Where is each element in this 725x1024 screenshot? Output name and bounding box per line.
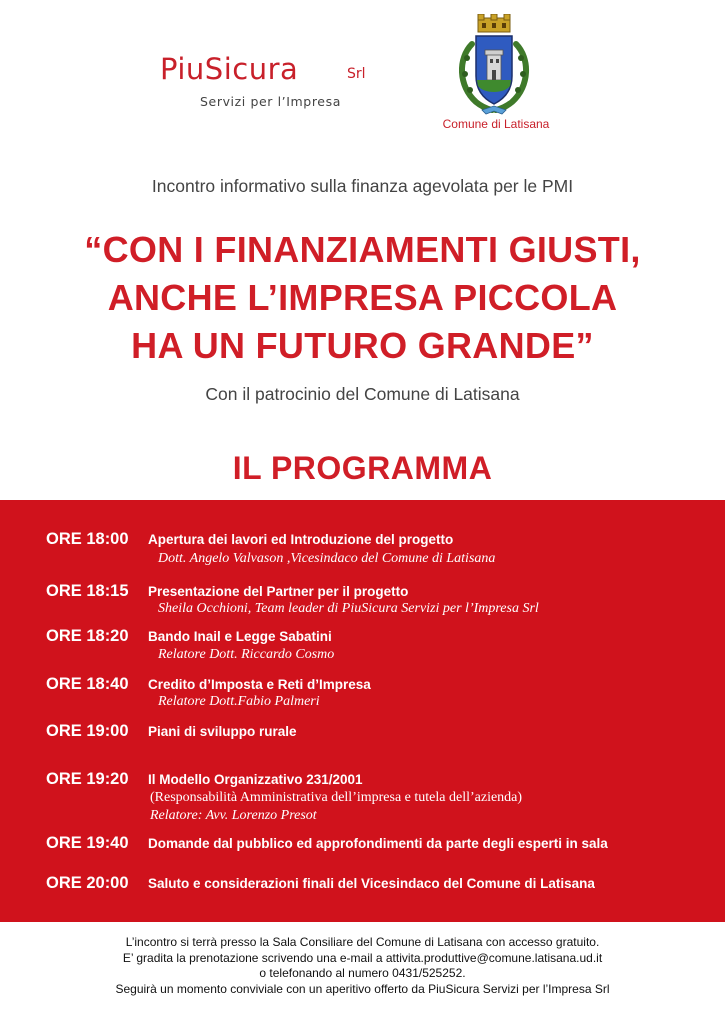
comune-label: Comune di Latisana [442, 117, 550, 131]
program-title: Piani di sviluppo rurale [148, 724, 297, 739]
program-title: Apertura dei lavori ed Introduzione del progetto [148, 532, 454, 547]
latisana-coat-of-arms-icon [454, 14, 534, 118]
program-time: ORE 19:20 [46, 770, 129, 788]
piusicura-logo-text: PiuSicura [160, 52, 299, 86]
footer-line: Seguirà un momento conviviale con un aperitivo offerto da PiuSicura Servizi per l’Impresa Srl [115, 981, 610, 996]
program-title: Domande dal pubblico ed approfondimenti da parte degli esperti in sala [148, 836, 608, 851]
program-speaker: Sheila Occhioni, Team leader di PiuSicura Servizi per l’Impresa Srl [158, 601, 539, 616]
footer-info [0, 935, 725, 997]
footer-line: E’ gradita la prenotazione scrivendo una e-mail a attivita.produttive@comune.latisana.ud.it [122, 950, 603, 965]
program-title: Bando Inail e Legge Sabatini [148, 629, 332, 644]
program-time: ORE 18:15 [46, 582, 129, 600]
headline-line: ANCHE L’IMPRESA PICCOLA [107, 277, 618, 318]
program-speaker: Relatore Dott.Fabio Palmeri [158, 694, 320, 709]
program-heading: IL PROGRAMMA [232, 450, 493, 486]
comune-logo [437, 14, 555, 134]
program-speaker: Dott. Angelo Valvason ,Vicesindaco del Comune di Latisana [158, 551, 496, 566]
program-time: ORE 19:00 [46, 722, 129, 740]
program-band [0, 500, 725, 922]
event-subtitle: Incontro informativo sulla finanza agevolata per le PMI [151, 176, 574, 196]
program-time: ORE 19:40 [46, 834, 129, 852]
program-speaker: Relatore Dott. Riccardo Cosmo [158, 647, 335, 662]
event-headline [0, 226, 725, 370]
program-title: Credito d’Imposta e Reti d’Impresa [148, 677, 371, 692]
piusicura-logo-suffix: Srl [347, 66, 366, 82]
piusicura-logo-tagline: Servizi per l’Impresa [200, 94, 341, 109]
program-time: ORE 20:00 [46, 874, 129, 892]
footer-line: L’incontro si terrà presso la Sala Consiliare del Comune di Latisana con accesso gratuito. [125, 935, 600, 949]
headline-line: HA UN FUTURO GRANDE” [131, 325, 594, 366]
program-title: Il Modello Organizzativo 231/2001 [148, 772, 363, 787]
program-time: ORE 18:00 [46, 530, 129, 548]
patronage-text: Con il patrocinio del Comune di Latisana [205, 384, 520, 404]
piusicura-logo [160, 52, 370, 114]
program-note: (Responsabilità Amministrativa dell’impresa e tutela dell’azienda) [150, 790, 523, 805]
headline-line: “CON I FINANZIAMENTI GIUSTI, [84, 229, 641, 270]
program-time: ORE 18:20 [46, 627, 129, 645]
program-speaker: Relatore: Avv. Lorenzo Presot [150, 808, 317, 823]
footer-line: o telefonando al numero 0431/525252. [259, 966, 466, 980]
program-title: Saluto e considerazioni finali del Vicesindaco del Comune di Latisana [148, 876, 595, 891]
program-title: Presentazione del Partner per il progetto [148, 584, 409, 599]
program-time: ORE 18:40 [46, 675, 129, 693]
